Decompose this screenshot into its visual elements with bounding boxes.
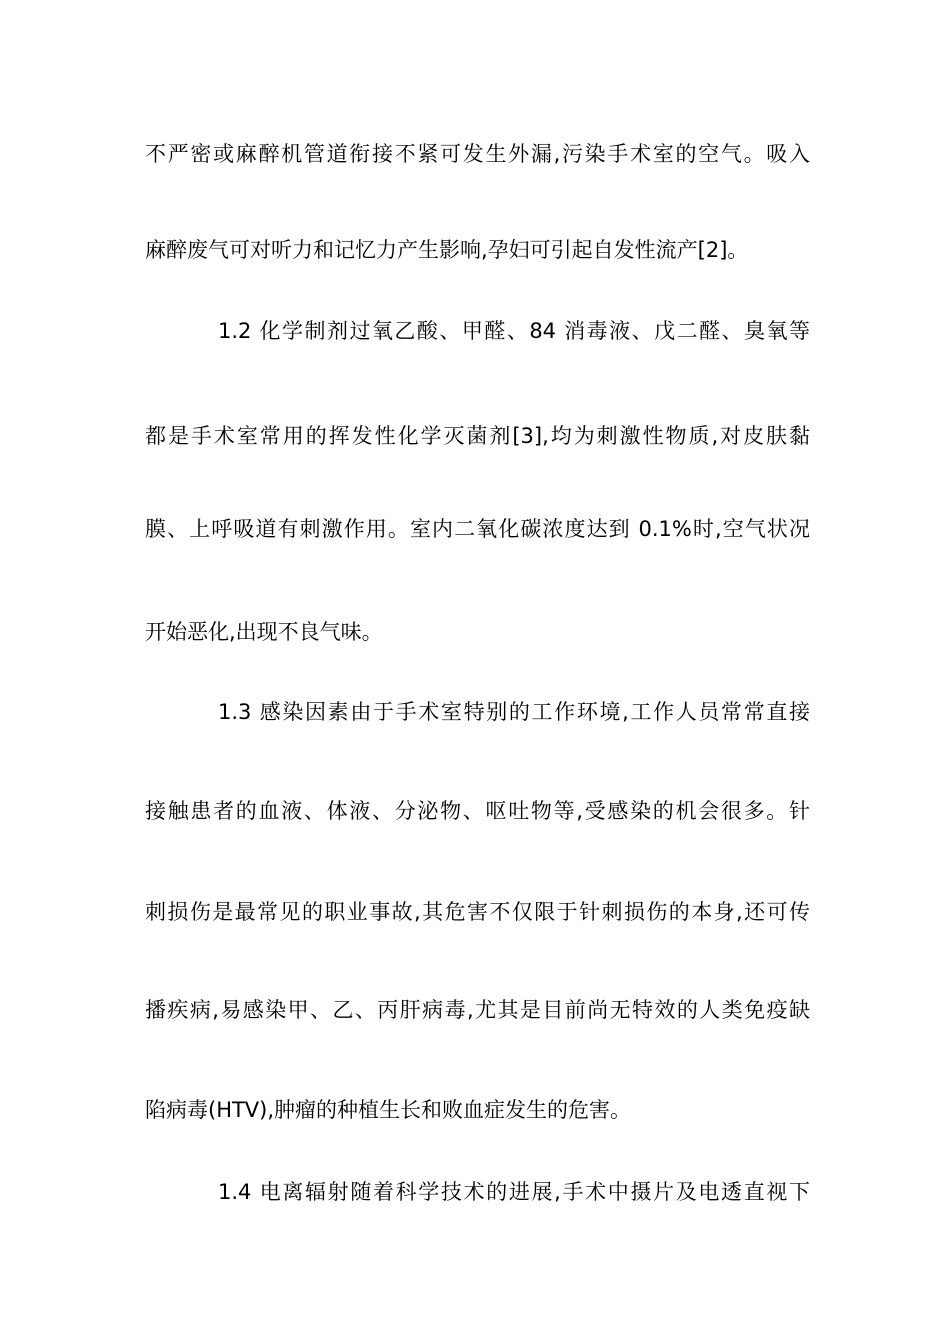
text-line-2: 麻醉废气可对听力和记忆力产生影响,孕妇可引起自发性流产[2]。 [145, 238, 749, 262]
text-line-5: 膜、上呼吸道有刺激作用。室内二氧化碳浓度达到 0.1%时,空气状况 [145, 517, 810, 541]
section-heading-1-2: 1.2 化学制剂过氧乙酸、甲醛、84 消毒液、戊二醛、臭氧等 [218, 319, 810, 343]
text-line-4: 都是手术室常用的挥发性化学灭菌剂[3],均为刺激性物质,对皮肤黏 [145, 424, 810, 448]
text-line-1: 不严密或麻醉机管道衔接不紧可发生外漏,污染手术室的空气。吸入 [145, 142, 810, 166]
text-line-6: 开始恶化,出现不良气味。 [145, 620, 383, 644]
text-line-8: 接触患者的血液、体液、分泌物、呕吐物等,受感染的机会很多。针 [145, 799, 810, 823]
text-line-11: 陷病毒(HTV),肿瘤的种植生长和败血症发生的危害。 [145, 1098, 632, 1122]
text-line-9: 刺损伤是最常见的职业事故,其危害不仅限于针刺损伤的本身,还可传 [145, 900, 810, 924]
text-line-10: 播疾病,易感染甲、乙、丙肝病毒,尤其是目前尚无特效的人类免疫缺 [145, 998, 810, 1022]
section-heading-1-4: 1.4 电离辐射随着科学技术的进展,手术中摄片及电透直视下 [218, 1180, 810, 1204]
section-heading-1-3: 1.3 感染因素由于手术室特别的工作环境,工作人员常常直接 [218, 700, 810, 724]
